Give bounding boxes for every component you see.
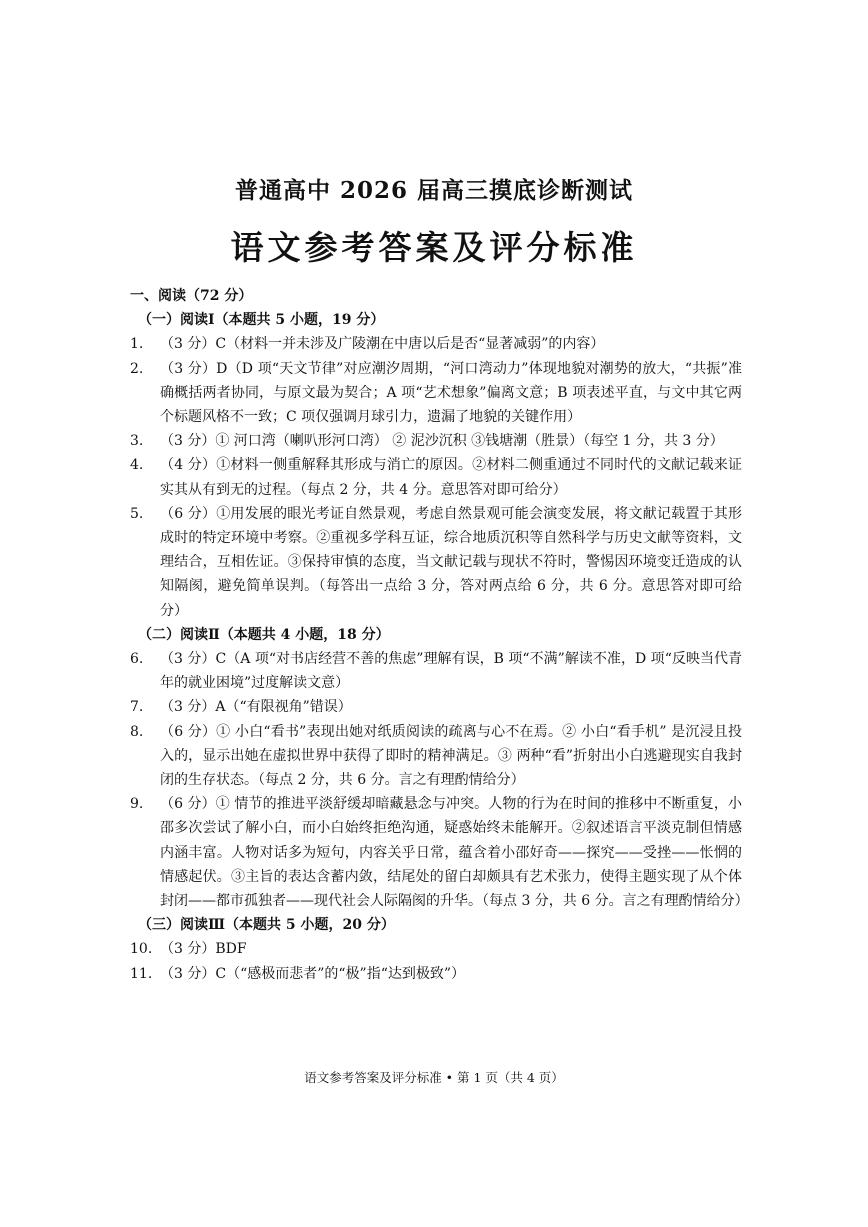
answer-item-3 <box>130 429 742 453</box>
answer-text: （3 分）A（“有限视角”错误） <box>160 699 352 716</box>
answer-text: （6 分）① 小白“看书”表现出她对纸质阅读的疏离与心不在焉。② 小白“看手机” 是沉浸且投入的，显示出她在虚拟世界中获得了即时的精神满足。③ 两种“看”折射出小白逃避现实自我封闭的生存状态。（每点 2 分，共 6 分。言之有理酌情给分） <box>160 723 742 789</box>
answer-item-2 <box>130 357 742 430</box>
subsection-heading-reading-2: （二）阅读Ⅱ（本题共 4 小题，18 分） <box>138 626 390 643</box>
question-number: 6. <box>130 651 144 668</box>
answer-content <box>130 284 749 986</box>
answer-text: （6 分）①用发展的眼光考证自然景观，考虑自然景观可能会演变发展，将文献记载置于其形成时的特定环境中考察。②重视多学科互证，综合地质沉积等自然科学与历史文献等资料，文理结合，互相佐证。③保持审慎的态度，当文献记载与现状不符时，警惕因环境变迁造成的认知隔阂，避免简单误判。（每答出一点给 3 分，答对两点给 6 分，共 6 分。意思答对即可给分） <box>160 505 742 619</box>
answer-item-6 <box>130 647 742 695</box>
answer-item-10 <box>130 937 742 961</box>
section-heading-reading: 一、阅读（72 分） <box>130 288 253 304</box>
question-number: 10. <box>130 941 153 958</box>
answer-item-1 <box>130 332 742 356</box>
answer-text: （3 分）BDF <box>160 941 247 958</box>
answer-item-8 <box>130 720 742 793</box>
question-number: 9. <box>130 796 144 813</box>
answer-text: （4 分）①材料一侧重解释其形成与消亡的原因。②材料二侧重通过不同时代的文献记载来证实其从有到无的过程。（每点 2 分，共 4 分。意思答对即可给分） <box>160 457 742 498</box>
subsection-heading-reading-1: （一）阅读Ⅰ（本题共 5 小题，19 分） <box>138 312 385 329</box>
question-number: 5. <box>130 505 144 522</box>
question-number: 7. <box>130 699 144 716</box>
question-number: 11. <box>130 965 153 982</box>
question-number: 3. <box>130 433 144 450</box>
answer-text: （3 分）C（材料一并未涉及广陵潮在中唐以后是否“显著减弱”的内容） <box>160 336 605 353</box>
answer-item-5 <box>130 502 742 623</box>
answer-text: （3 分）C（A 项“对书店经营不善的焦虑”理解有误，B 项“不满”解读不准，D 项“反映当代青年的就业困境”过度解读文意） <box>160 651 742 692</box>
page-footer: 语文参考答案及评分标准 • 第 1 页（共 4 页） <box>304 1070 564 1085</box>
question-number: 1. <box>130 336 144 353</box>
document-title: 语文参考答案及评分标准 <box>230 228 638 267</box>
answer-text: （3 分）D（D 项“天文节律”对应潮汐周期，“河口湾动力”体现地貌对潮势的放大，“共振”准确概括两者协同，与原文最为契合；A 项“艺术想象”偏离文意；B 项表述平直，与文中其它两个标题风格不一致；C 项仅强调月球引力，遗漏了地貌的关键作用） <box>160 360 742 426</box>
subsection-heading-reading-3: （三）阅读Ⅲ（本题共 5 小题，20 分） <box>138 917 395 934</box>
answer-item-9 <box>130 792 749 913</box>
question-number: 8. <box>130 723 144 740</box>
question-number: 4. <box>130 457 144 474</box>
answer-item-11 <box>130 962 742 986</box>
question-number: 2. <box>130 360 144 377</box>
exam-title: 普通高中 2026 届高三摸底诊断测试 <box>234 177 634 204</box>
answer-text: （3 分）C（“感极而悲者”的“极”指“达到极致”） <box>160 965 466 982</box>
answer-text: （3 分）① 河口湾（喇叭形河口湾） ② 泥沙沉积 ③钱塘潮（胜景）（每空 1 分，共 3 分） <box>160 433 724 450</box>
answer-text: （6 分）① 情节的推进平淡舒缓却暗藏悬念与冲突。人物的行为在时间的推移中不断重复，小邵多次尝试了解小白，而小白始终拒绝沟通，疑惑始终未能解开。②叙述语言平淡克制但情感内涵丰富。人物对话多为短句，内容关乎日常，蕴含着小邵好奇——探究——受挫——怅惘的情感起伏。③主旨的表达含蓄内敛，结尾处的留白却颇具有艺术张力，使得主题实现了从个体封闭——都市孤独者——现代社会人际隔阂的升华。（每点 3 分，共 6 分。言之有理酌情给分） <box>160 796 749 910</box>
answer-item-7 <box>130 695 742 719</box>
answer-item-4 <box>130 453 742 501</box>
